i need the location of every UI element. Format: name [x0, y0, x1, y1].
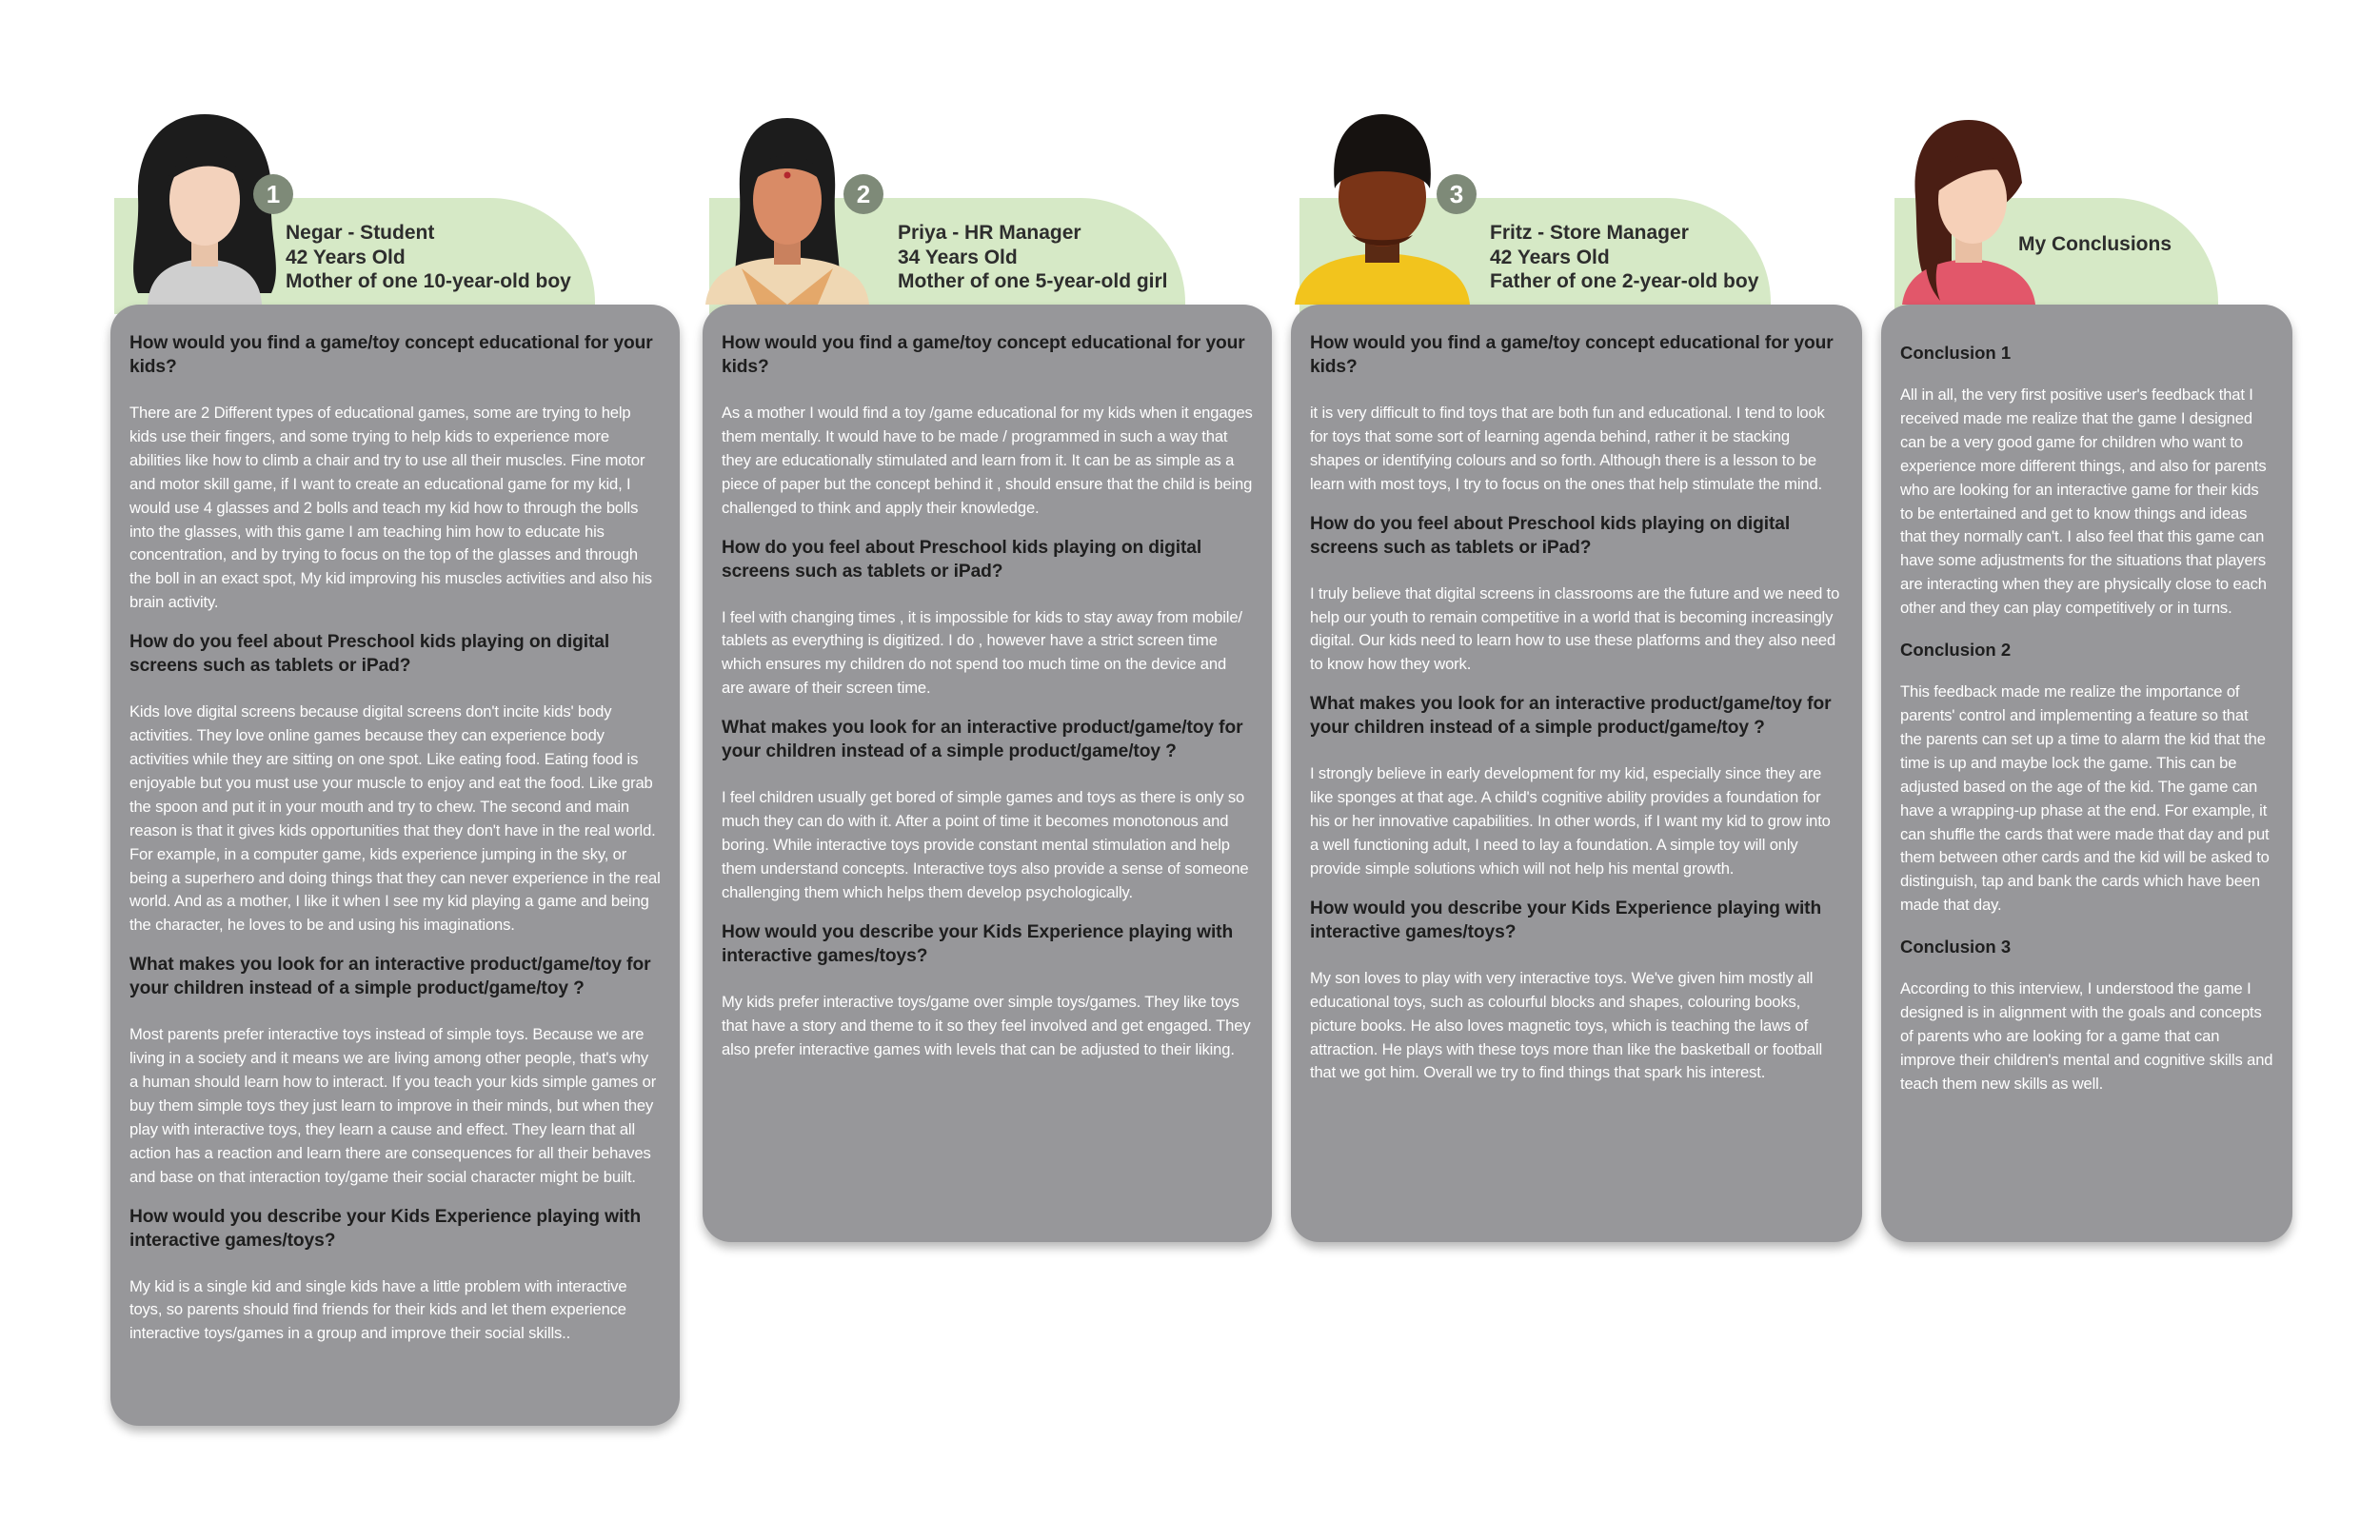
persona-number-badge: 1: [253, 174, 293, 214]
persona-info: [286, 221, 571, 294]
conclusion-heading: Conclusion 2: [1900, 640, 2012, 661]
qa-block: [1310, 692, 1843, 881]
conclusions-card: [1881, 305, 2292, 1242]
qa-block: [1310, 331, 1843, 497]
answer: Most parents prefer interactive toys instead of simple toys. Because we are living in a society and it means we are living among other people, that's why a human should learn how to interact. If you teach your kids simple games or buy them simple toys they just learn to improve in their minds, but when they play with interactive toys, they learn a cause and effect. They learn that all action has a reaction and learn there are consequences for all their behaves and base on that interaction toy/game their social character might be built.: [129, 1025, 657, 1186]
conclusion-text: All in all, the very first positive user's feedback that I received made me realize that the game I designed can be a very good game for children who want to experience more different things, and also for parents who are looking for an interactive game for their kids to be entertained and get to know things and ideas that they normally can't. I also feel that this game can have some adjustments for the situations that players are interacting when they are physically close to each other and they can play competitively or in turns.: [1900, 385, 2267, 618]
interview-card: [110, 305, 680, 1426]
persona-number-badge: 2: [843, 174, 883, 214]
persona-number-badge: 3: [1437, 174, 1477, 214]
qa-block: [129, 331, 661, 615]
persona-info: [1490, 221, 1758, 294]
conclusion-heading: Conclusion 3: [1900, 937, 2012, 958]
question: What makes you look for an interactive product/game/toy for your children instead of a simple product/game/toy ?: [129, 955, 651, 999]
interview-card: [1291, 305, 1862, 1242]
persona-age: 42 Years Old: [286, 246, 406, 268]
persona-info: [898, 221, 1168, 294]
qa-block: [722, 331, 1253, 521]
question: How would you describe your Kids Experience playing with interactive games/toys?: [1310, 898, 1822, 942]
conclusion-block: [1900, 935, 2273, 1096]
qa-block: [1310, 897, 1843, 1086]
interview-card: [703, 305, 1272, 1242]
persona-family: Mother of one 10-year-old boy: [286, 270, 571, 292]
conclusion-text: According to this interview, I understood the game I designed is in alignment with the goals and concepts of parents who are looking for a game that can improve their children's mental and cognitive skills and teach them new skills as well.: [1900, 979, 2273, 1093]
persona-name-role: Negar - Student: [286, 222, 435, 244]
persona-age: 34 Years Old: [898, 246, 1018, 268]
conclusions-title: My Conclusions: [2018, 233, 2172, 255]
question: How would you find a game/toy concept educational for your kids?: [1310, 333, 1834, 377]
qa-block: [129, 630, 661, 938]
qa-block: [1310, 512, 1843, 678]
question: How would you find a game/toy concept educational for your kids?: [129, 333, 653, 377]
persona-name-role: Fritz - Store Manager: [1490, 222, 1689, 244]
answer: I feel with changing times , it is impossible for kids to stay away from mobile/ tablets as everything is digitized. I do , however have a strict screen time which ensures my children do not spend too much time on the device and are aware of their screen time.: [722, 607, 1242, 698]
persona-age: 42 Years Old: [1490, 246, 1610, 268]
answer: it is very difficult to find toys that are both fun and educational. I tend to look for toys that some sort of learning agenda behind, rather it be stacking shapes or identifying colours and so forth. Although there is a lesson to be learn with most toys, I try to focus on the ones that help stimulate the mind.: [1310, 404, 1825, 493]
question: How would you describe your Kids Experience playing with interactive games/toys?: [129, 1206, 642, 1251]
persona-family: Mother of one 5-year-old girl: [898, 270, 1168, 292]
answer: As a mother I would find a toy /game educational for my kids when it engages them mentally. It would have to be made / programmed in such a way that they are educationally stimulated and learn from it. It can be as simple as a piece of paper but the concept behind it , should ensure that the child is being challenged to think and apply their knowledge.: [722, 404, 1253, 517]
conclusion-text: This feedback made me realize the importance of parents' control and implementing a feature so that the parents can set up a time to alarm the kid that the time is up and maybe lock the game. This can be adjusted based on the age of the kid. The game can have a wrapping-up phase at the end. For example, it can shuffle the cards that were made that day and put them between other cards and the kid will be asked to distinguish, tap and bank the cards which have been made that day.: [1900, 682, 2270, 915]
answer: I truly believe that digital screens in classrooms are the future and we need to help our youth to remain competitive in a world that is becoming increasingly digital. Our kids need to learn how to use these platforms and they also need to know how they work.: [1310, 583, 1840, 674]
qa-block: [129, 953, 661, 1189]
question: How do you feel about Preschool kids playing on digital screens such as tablets or iPad?: [129, 632, 610, 677]
qa-block: [722, 536, 1253, 701]
conclusion-heading: Conclusion 1: [1900, 343, 2012, 363]
conclusion-block: [1900, 638, 2273, 918]
question: How do you feel about Preschool kids playing on digital screens such as tablets or iPad?: [722, 537, 1202, 582]
qa-block: [722, 716, 1253, 905]
answer: My kids prefer interactive toys/game over simple toys/games. They like toys that have a story and theme to it so they feel involved and get engaged. They also prefer interactive games with levels that can be adjusted to their liking.: [722, 992, 1251, 1058]
persona-family: Father of one 2-year-old boy: [1490, 270, 1759, 292]
answer: There are 2 Different types of educational games, some are trying to help kids use their fingers, and some trying to help kids to experience more abilities like how to climb a chair and try to use all their muscles. Fine motor and motor skill game, if I want to create an educational game for my kid, I would use 4 glasses and 2 bolls and teach my kid how to through the bolls into the glasses, with this game I am teaching him how to educate his concentration, and by trying to focus on the top of the glasses and through the boll in an exact spot, My kid improving his muscles activities and also his brain activity.: [129, 404, 652, 612]
qa-block: [722, 920, 1253, 1062]
question: What makes you look for an interactive product/game/toy for your children instead of a simple product/game/toy ?: [1310, 694, 1832, 739]
question: How would you describe your Kids Experience playing with interactive games/toys?: [722, 921, 1234, 966]
qa-block: [129, 1205, 661, 1347]
question: What makes you look for an interactive product/game/toy for your children instead of a simple product/game/toy ?: [722, 718, 1243, 762]
question: How do you feel about Preschool kids playing on digital screens such as tablets or iPad?: [1310, 513, 1791, 558]
question: How would you find a game/toy concept educational for your kids?: [722, 333, 1245, 377]
persona-name-role: Priya - HR Manager: [898, 222, 1081, 244]
answer: My son loves to play with very interactive toys. We've given him mostly all educational toys, such as colourful blocks and shapes, colouring books, picture books. He also loves magnetic toys, which is teaching the laws of attraction. He plays with these toys more than like the basketball or football that we got him. Overall we try to find things that spark his interest.: [1310, 968, 1823, 1082]
answer: Kids love digital screens because digital screens don't incite kids' body activities. They love online games because they can experience body activities while they are sitting on one spot. Like eating food. Eating food is enjoyable but you must use your muscle to enjoy and eat the food. Like grab the spoon and put it in your mouth and try to chew. The second and main reason is that it gives kids opportunities that they don't have in the real world. For example, in a computer game, kids experience jumping in the sky, or being a superhero and doing things that they can never experience in the real world. And as a mother, I like it when I see my kid playing a game and being the character, he loves to be and using his imaginations.: [129, 702, 661, 935]
answer: I feel children usually get bored of simple games and toys as there is only so much they can do with it. After a point of time it becomes monotonous and boring. While interactive toys provide constant mental stimulation and help them understand concepts. Interactive toys also provide a sense of someone challenging them which helps them develop psychologically.: [722, 788, 1249, 901]
answer: My kid is a single kid and single kids have a little problem with interactive toys, so parents should find friends for their kids and let them experience interactive toys/games in a group and improve their social skills..: [129, 1276, 627, 1343]
avatar-author-icon: [1874, 107, 2064, 306]
answer: I strongly believe in early development for my kid, especially since they are like sponges at that age. A child's cognitive ability provides a foundation for his or her innovative capabilities. In other words, if I want my kid to grow into a well functioning adult, I need to lay a foundation. A simple toy will only provide simple solutions which will not help his mental growth.: [1310, 764, 1831, 878]
conclusion-block: [1900, 341, 2273, 621]
